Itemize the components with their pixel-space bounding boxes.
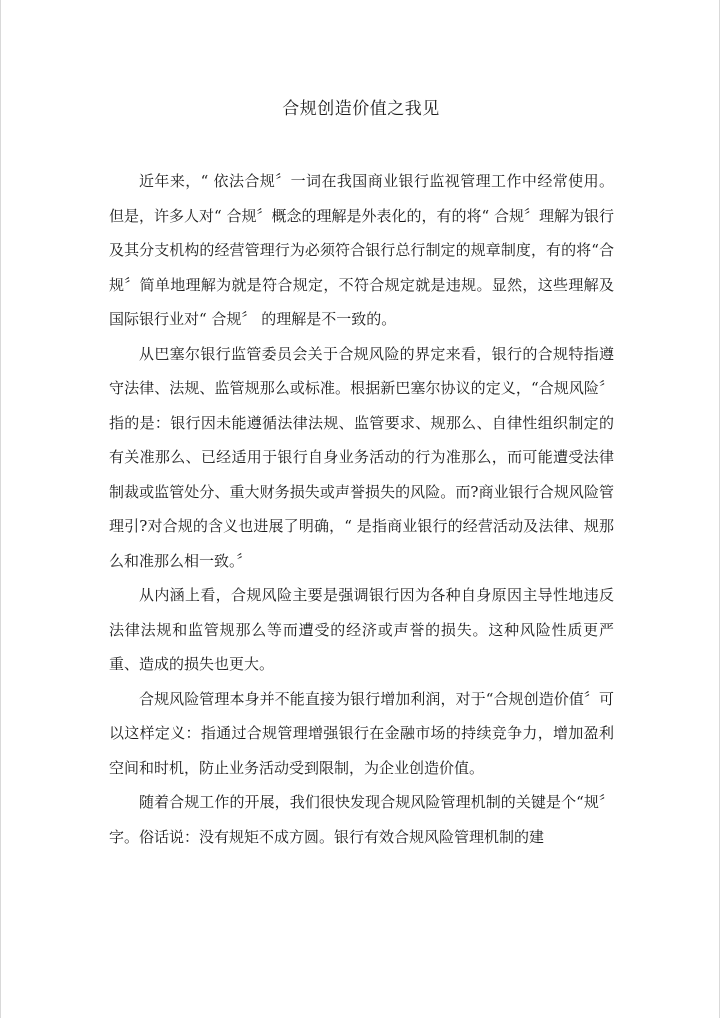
paragraph: 近年来，“ 依法合规〞一词在我国商业银行监视管理工作中经常使用。但是，许多人对“ 合规〞概念的理解是外表化的，有的将“ 合规〞理解为银行及其分支机构的经营管理行为必须符合银行总行制定的规章制度，有的将“合规〞简单地理解为就是符合规定，不符合规定就是违规。显然，这些理解及国际银行业对“ 合规〞 的理解是不一致的。: [109, 172, 614, 328]
page-title: 合规创造价值之我见: [282, 99, 440, 119]
paragraph: 随着合规工作的开展，我们很快发现合规风险管理机制的关键是个“规〞字。俗话说：没有规矩不成方圆。银行有效合规风险管理机制的建: [109, 793, 614, 846]
paragraph: 从巴塞尔银行监管委员会关于合规风险的界定来看，银行的合规特指遵守法律、法规、监管规那么或标准。根据新巴塞尔协议的定义，“合规风险〞指的是：银行因未能遵循法律法规、监管要求、规那么、自律性组织制定的有关准那么、已经适用于银行自身业务活动的行为准那么，而可能遭受法律制裁或监管处分、重大财务损失或声誉损失的风险。而?商业银行合规风险管理引?对合规的含义也进展了明确，“ 是指商业银行的经营活动及法律、规那么和准那么相一致。〞: [109, 344, 614, 570]
paragraph: 从内涵上看，合规风险主要是强调银行因为各种自身原因主导性地违反法律法规和监管规那么等而遭受的经济或声誉的损失。这种风险性质更严重、造成的损失也更大。: [109, 586, 614, 673]
document-body: [109, 164, 614, 854]
paragraph: 合规风险管理本身并不能直接为银行增加利润，对于“合规创造价值〞可以这样定义：指通过合规管理增强银行在金融市场的持续竞争力，增加盈利空间和时机，防止业务活动受到限制，为企业创造价值。: [109, 689, 614, 777]
